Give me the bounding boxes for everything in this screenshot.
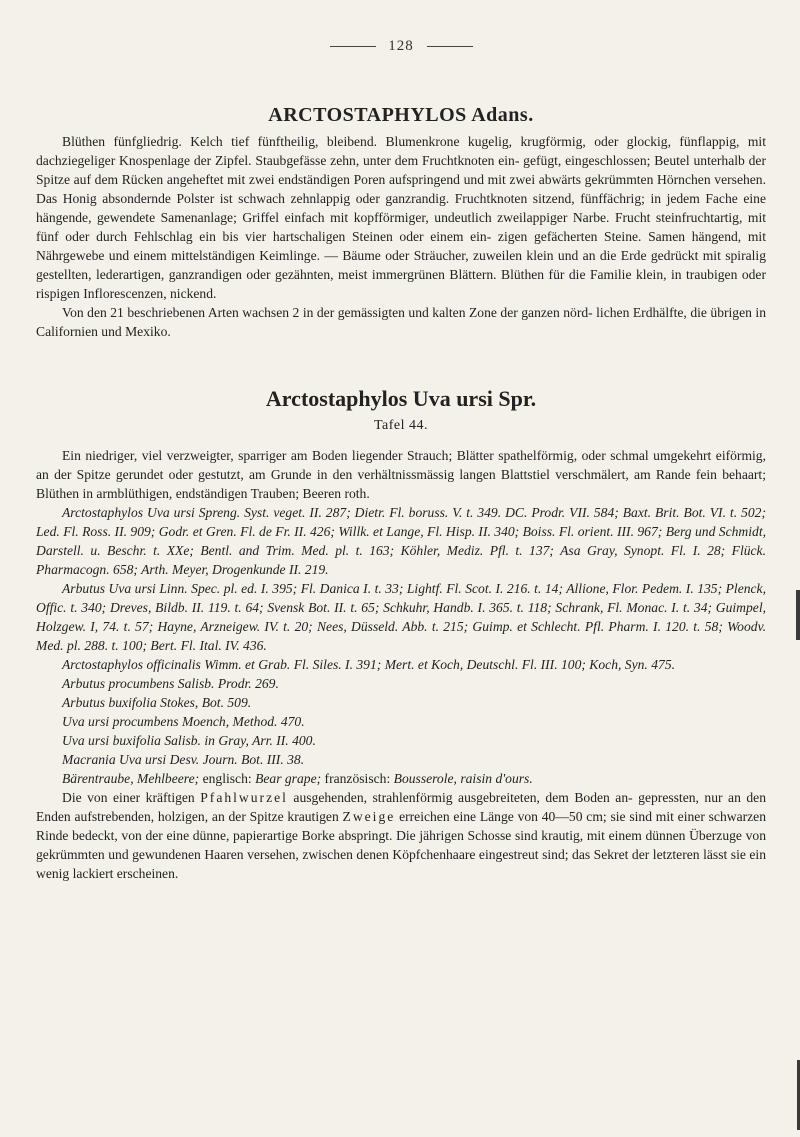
scan-edge-shadow: [796, 590, 800, 640]
genus-name: ARCTOSTAPHYLOS: [268, 104, 467, 126]
synonym-entry: Uva ursi procumbens Moench, Method. 470.: [62, 714, 305, 729]
common-names: [36, 769, 766, 788]
header-dash-right: [427, 46, 473, 47]
synonym-entry: Arbutus procumbens Salisb. Prodr. 269.: [62, 676, 279, 691]
genus-description: [36, 132, 766, 341]
synonym-entry: Macrania Uva ursi Desv. Journ. Bot. III. 38.: [62, 752, 305, 767]
french-label: französisch:: [324, 771, 391, 786]
synonym-entry: Arbutus buxifolia Stokes, Bot. 509.: [62, 695, 252, 710]
species-title: Arctostaphylos Uva ursi Spr.: [265, 386, 537, 411]
english-label: englisch:: [202, 771, 252, 786]
genus-author: Adans.: [471, 104, 534, 126]
root-branch-paragraph: [36, 788, 766, 883]
term-pfahlwurzel: Pfahlwurzel: [200, 790, 288, 805]
paragraph-text: erreichen eine Länge von 40—50 cm; sie sind mit einer schwarzen Rinde bedeckt, von der eine dünne, papierartige Borke abspringt. Die jährigen Schosse sind krautig, mit einem dünnen Überzuge von gekrümmten und gewundenen Haaren versehen, zwischen denen Köpfchenhaare eingestreut sind; das Sekret der letzteren lässt sie ein wenig lackiert erscheinen.: [36, 809, 766, 881]
english-name: Bear grape;: [255, 771, 322, 786]
synonym-entry: Uva ursi buxifolia Salisb. in Gray, Arr. II. 400.: [62, 733, 316, 748]
genus-description-paragraph: Blüthen fünfgliedrig. Kelch tief fünftheilig, bleibend. Blumenkrone kugelig, krugförmig, oder glockig, fünflappig, mit dachziegeliger Knospenlage der Zipfel. Staubgefässe zehn, unter dem Fruchtknoten ein- gefügt, eingeschlossen; Beutel unterhalb der Spitze auf dem Rücken angeheftet mit zwei endständigen Poren aufspringend und mit zwei abwärts gekrümmten Hörnchen versehen. Das Honig absondernde Polster ist schwach zehnlappig oder ganzrandig. Fruchtknoten sitzend, fünffächrig; in jedem Fache eine hängende, gewendete Samenanlage; Griffel einfach mit kopfförmiger, undeutlich zweilappiger Narbe. Frucht steinfruchtartig, mit fünf oder durch Fehlschlag ein bis vier hartschaligen Steinen oder einem ein- zigen gefächerten Steine. Samen hängend, mit Nährgewebe und einem mittelständigen Keimlinge. — Bäume oder Sträucher, zuweilen klein und an die Erde gedrückt mit spiralig gestellten, lederartigen, ganzrandigen oder gezähnten, meist immergrünen Blättern. Blüthen für die Familie klein, in traubigen oder rispigen Inflorescenzen, nickend.: [36, 134, 766, 301]
page-number: 128: [388, 38, 414, 54]
plate-reference: Tafel 44.: [373, 418, 429, 433]
species-description: Ein niedriger, viel verzweigter, sparriger am Boden liegender Strauch; Blätter spathelförmig, oder schmal umgekehrt eiförmig, an der Spitze gerundet oder gestutzt, am Grunde in den verhältnissmässig langen Blattstiel verschmälert, am Rande fein behaart; Blüthen in armblüthigen, endständigen Trauben; Beeren roth.: [36, 448, 766, 501]
genus-title: [36, 104, 766, 127]
header-dash-left: [330, 46, 376, 47]
german-names: Bärentraube, Mehlbeere;: [62, 771, 200, 786]
species-section: [36, 446, 766, 883]
page-header: [36, 38, 766, 55]
genus-distribution-paragraph: Von den 21 beschriebenen Arten wachsen 2 in der gemässigten und kalten Zone der ganzen nörd- lichen Erdhälfte, die übrigen in Californien und Mexiko.: [36, 305, 766, 339]
synonym-entry: Arbutus Uva ursi Linn. Spec. pl. ed. I. 395; Fl. Danica I. t. 33; Lightf. Fl. Scot. I. 216. t. 14; Allione, Flor. Pedem. I. 135; Plenck, Offic. t. 340; Dreves, Bildb. II. 119. t. 64; Svensk Bot. II. t. 65; Schkuhr, Handb. I. 365. t. 118; Schrank, Fl. Monac. I. t. 34; Guimpel, Holzgew. I, 74. t. 57; Hayne, Arzneigew. IV. t. 20; Nees, Düsseld. Abb. t. 215; Guimp. et Schlecht. Pfl. Pharm. I. 120. t. 58; Woodv. Med. pl. 288. t. 100; Bert. Fl. Ital. IV. 436.: [36, 581, 766, 653]
term-zweige: Zweige: [342, 809, 396, 824]
synonym-entry: Arctostaphylos Uva ursi Spreng. Syst. veget. II. 287; Dietr. Fl. boruss. V. t. 349. DC. Prodr. VII. 584; Baxt. Brit. Bot. VI. t. 502; Led. Fl. Ross. II. 909; Godr. et Gren. Fl. de Fr. II. 426; Willk. et Lange, Fl. Hisp. II. 340; Boiss. Fl. orient. III. 967; Berg und Schmidt, Darstell. u. Beschr. t. XXe; Bentl. and Trim. Med. pl. t. 163; Köhler, Mediz. Pfl. t. 137; Asa Gray, Synopt. Fl. I. 28; Flück. Pharmacogn. 658; Arth. Meyer, Drogenkunde II. 219.: [36, 505, 766, 577]
paragraph-text: Die von einer kräftigen: [62, 790, 195, 805]
paragraph-text: ausgehenden, strahlenförmig ausgebreiteten, dem Boden an- gepressten, nur an den Enden aufstrebenden, holzigen, an der Spitze krautigen: [36, 790, 766, 824]
french-name: Bousserole, raisin d'ours.: [393, 771, 533, 786]
synonym-entry: Arctostaphylos officinalis Wimm. et Grab. Fl. Siles. I. 391; Mert. et Koch, Deutschl. Fl. III. 100; Koch, Syn. 475.: [62, 657, 676, 672]
